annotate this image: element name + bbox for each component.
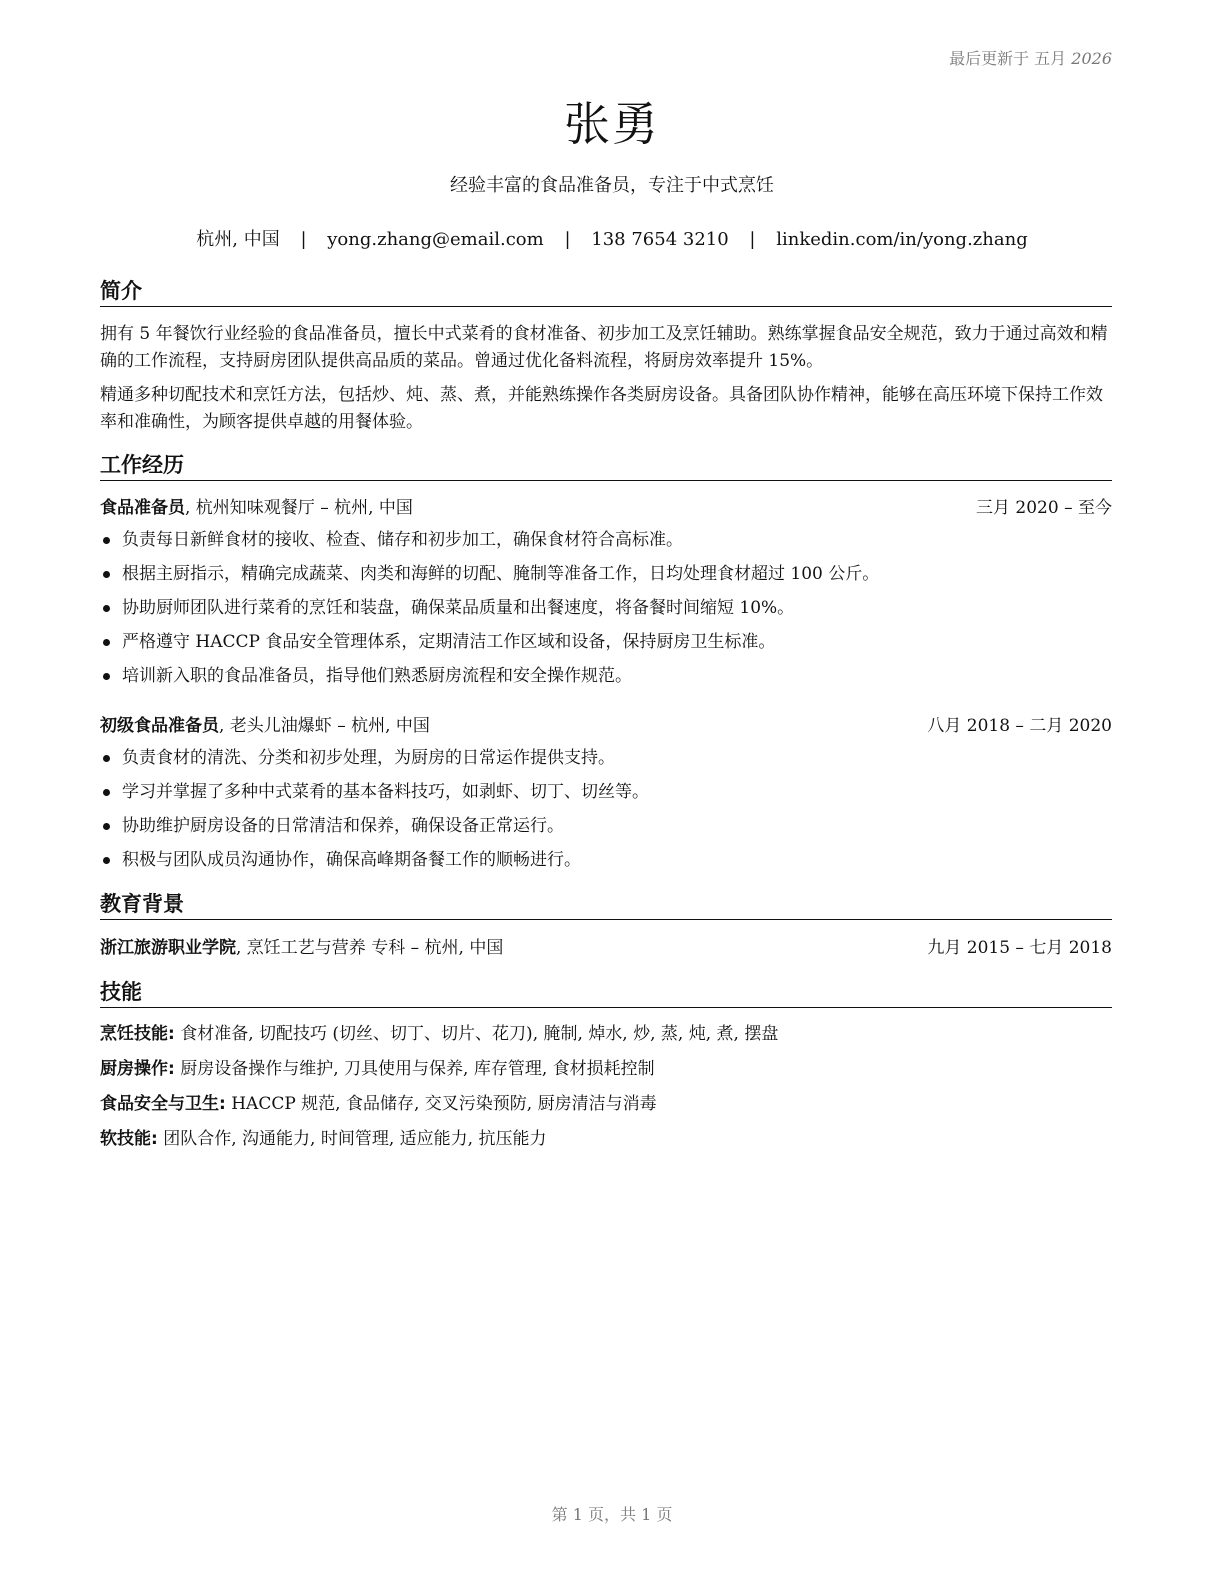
contact-separator: | bbox=[564, 229, 571, 250]
list-item: 学习并掌握了多种中式菜肴的基本备料技巧，如剥虾、切丁、切丝等。 bbox=[100, 780, 1112, 814]
contact-linkedin[interactable]: linkedin.com/in/yong.zhang bbox=[776, 229, 1028, 250]
skill-value: 食材准备, 切配技巧 (切丝、切丁、切片、花刀), 腌制, 焯水, 炒, 蒸, 炖, 煮, 摆盘 bbox=[180, 1024, 779, 1044]
job-bullets bbox=[100, 746, 1112, 882]
job-title-line bbox=[100, 496, 413, 520]
contact-separator: | bbox=[749, 229, 756, 250]
list-item: 培训新入职的食品准备员，指导他们熟悉厨房流程和安全操作规范。 bbox=[100, 664, 1112, 698]
skill-line bbox=[100, 1022, 1112, 1046]
last-updated-label: 最后更新于 五月 bbox=[949, 49, 1067, 68]
skill-label: 烹饪技能: bbox=[100, 1024, 175, 1044]
skill-label: 软技能: bbox=[100, 1129, 158, 1149]
skill-value: HACCP 规范, 食品储存, 交叉污染预防, 厨房清洁与消毒 bbox=[231, 1094, 657, 1114]
contact-email[interactable]: yong.zhang@email.com bbox=[327, 229, 544, 250]
list-item: 积极与团队成员沟通协作，确保高峰期备餐工作的顺畅进行。 bbox=[100, 848, 1112, 882]
job-dates: 八月 2018 – 二月 2020 bbox=[927, 716, 1112, 736]
section-title-experience: 工作经历 bbox=[100, 452, 1112, 481]
list-item: 协助厨师团队进行菜肴的烹饪和装盘，确保菜品质量和出餐速度，将备餐时间缩短 10%。 bbox=[100, 596, 1112, 630]
skill-line bbox=[100, 1057, 1112, 1081]
job-dates: 三月 2020 – 至今 bbox=[976, 498, 1112, 518]
education-school: 浙江旅游职业学院 bbox=[100, 938, 236, 958]
job-detail: , 老头儿油爆虾 – 杭州, 中国 bbox=[219, 716, 430, 736]
summary-paragraph: 精通多种切配技术和烹饪方法，包括炒、炖、蒸、煮，并能熟练操作各类厨房设备。具备团队协作精神，能够在高压环境下保持工作效率和准确性，为顾客提供卓越的用餐体验。 bbox=[100, 385, 1103, 432]
job-role: 食品准备员 bbox=[100, 498, 185, 518]
contact-line bbox=[0, 225, 1224, 251]
headline: 经验丰富的食品准备员，专注于中式烹饪 bbox=[450, 175, 774, 196]
skill-label: 厨房操作: bbox=[100, 1059, 175, 1079]
list-item: 协助维护厨房设备的日常清洁和保养，确保设备正常运行。 bbox=[100, 814, 1112, 848]
job-header bbox=[100, 496, 1112, 520]
contact-separator: | bbox=[300, 229, 307, 250]
education-dates: 九月 2015 – 七月 2018 bbox=[927, 938, 1112, 958]
last-updated-year: 2026 bbox=[1071, 49, 1112, 68]
page-number: 第 1 页，共 1 页 bbox=[551, 1505, 673, 1524]
job-bullets bbox=[100, 528, 1112, 698]
education-detail: , 烹饪工艺与营养 专科 – 杭州, 中国 bbox=[236, 938, 504, 958]
job-detail: , 杭州知味观餐厅 – 杭州, 中国 bbox=[185, 498, 413, 518]
education-entry bbox=[100, 936, 1112, 960]
job-header bbox=[100, 714, 1112, 738]
list-item: 严格遵守 HACCP 食品安全管理体系，定期清洁工作区域和设备，保持厨房卫生标准。 bbox=[100, 630, 1112, 664]
list-item: 负责食材的清洗、分类和初步处理，为厨房的日常运作提供支持。 bbox=[100, 746, 1112, 780]
skill-line bbox=[100, 1092, 1112, 1116]
candidate-name: 张勇 bbox=[564, 97, 660, 151]
last-updated bbox=[949, 46, 1112, 69]
list-item: 负责每日新鲜食材的接收、检查、储存和初步加工，确保食材符合高标准。 bbox=[100, 528, 1112, 562]
job-title-line bbox=[100, 714, 430, 738]
contact-location: 杭州, 中国 bbox=[196, 229, 280, 250]
skill-value: 厨房设备操作与维护, 刀具使用与保养, 库存管理, 食材损耗控制 bbox=[180, 1059, 655, 1079]
skill-value: 团队合作, 沟通能力, 时间管理, 适应能力, 抗压能力 bbox=[163, 1129, 547, 1149]
skill-label: 食品安全与卫生: bbox=[100, 1094, 226, 1114]
job-role: 初级食品准备员 bbox=[100, 716, 219, 736]
skill-line bbox=[100, 1127, 1112, 1151]
contact-phone: 138 7654 3210 bbox=[591, 229, 729, 250]
summary-paragraph: 拥有 5 年餐饮行业经验的食品准备员，擅长中式菜肴的食材准备、初步加工及烹饪辅助。熟练掌握食品安全规范，致力于通过高效和精确的工作流程，支持厨房团队提供高品质的菜品。曾通过优化备料流程，将厨房效率提升 15%。 bbox=[100, 324, 1108, 371]
section-title-summary: 简介 bbox=[100, 278, 1112, 307]
list-item: 根据主厨指示，精确完成蔬菜、肉类和海鲜的切配、腌制等准备工作，日均处理食材超过 100 公斤。 bbox=[100, 562, 1112, 596]
section-title-skills: 技能 bbox=[100, 979, 1112, 1008]
section-title-education: 教育背景 bbox=[100, 891, 1112, 920]
education-title-line bbox=[100, 936, 503, 960]
